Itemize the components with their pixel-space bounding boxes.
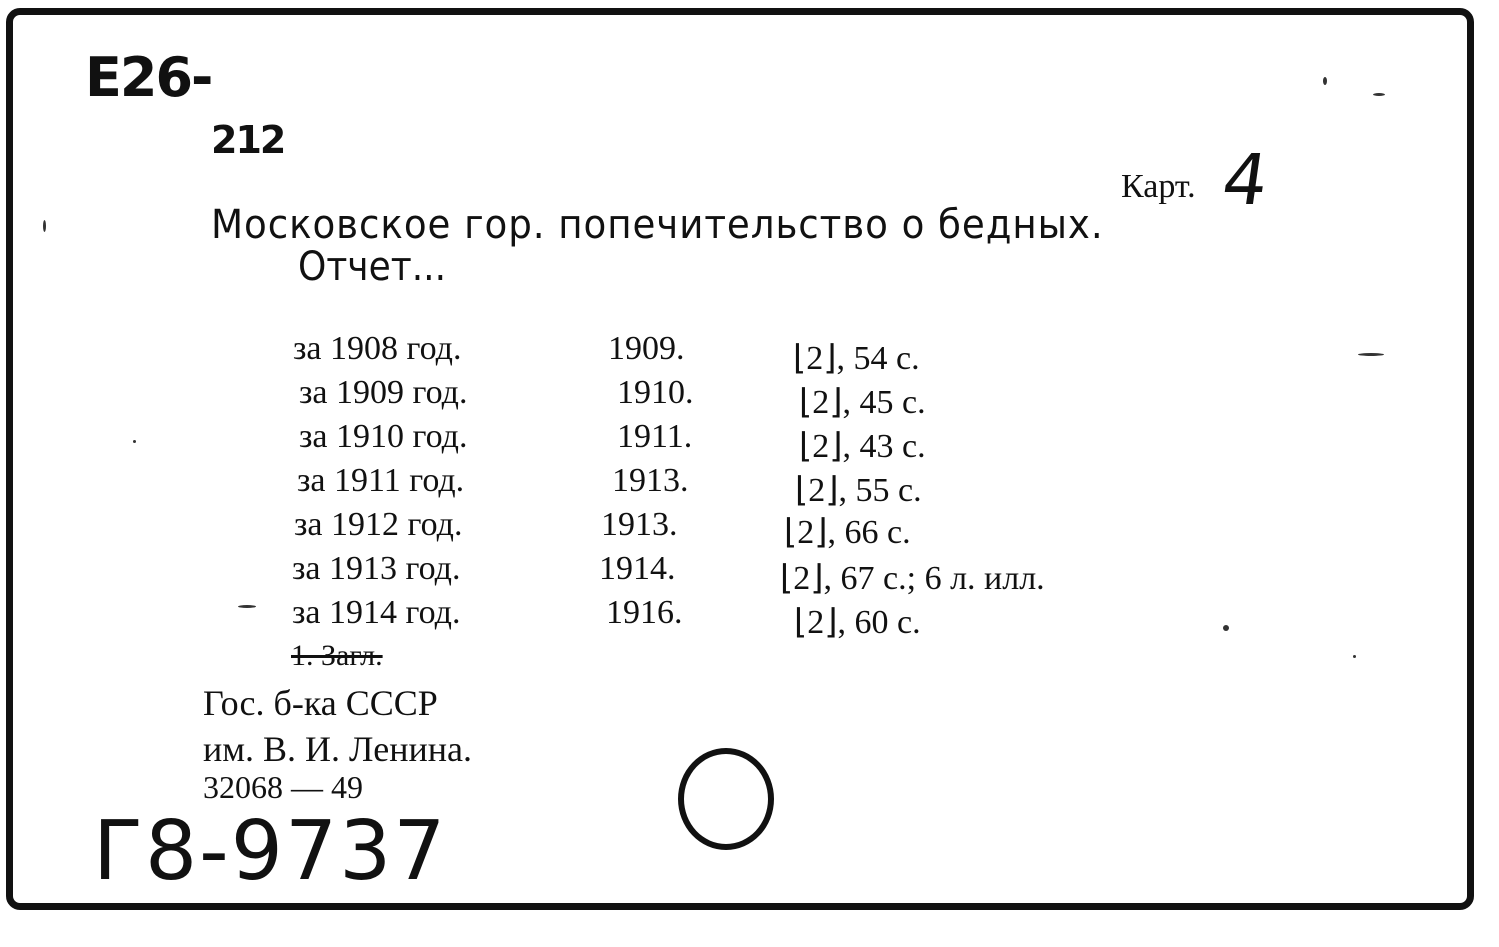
entry-year: 1910. [617, 374, 694, 411]
entry-year: 1913. [601, 506, 678, 543]
entry-pages: ⌊2⌋, 54 с. [793, 340, 920, 377]
scan-speck [1373, 93, 1385, 96]
entry-label: за 1908 год. [293, 330, 462, 367]
title: Отчет... [298, 244, 447, 290]
stamp-circle [678, 748, 774, 850]
catalog-card [6, 8, 1474, 910]
entry-pages: ⌊2⌋, 60 с. [794, 604, 921, 641]
scan-speck [1223, 625, 1229, 631]
shelfmark-top: E26- [85, 46, 212, 109]
shelfmark-bottom: 212 [211, 118, 285, 162]
entry-label: за 1912 год. [294, 506, 463, 543]
library-line-3: 32068 — 49 [203, 769, 363, 805]
entry-year: 1916. [606, 594, 683, 631]
author-heading: Московское гор. попечительство о бедных. [211, 202, 1104, 248]
scan-speck [1358, 353, 1384, 356]
entry-label: за 1909 год. [299, 374, 468, 411]
card-label: Карт. [1121, 168, 1196, 205]
entry-pages: ⌊2⌋, 67 с.; 6 л. илл. [780, 560, 1045, 597]
scan-speck [1323, 77, 1327, 85]
entry-pages: ⌊2⌋, 55 с. [795, 472, 922, 509]
entry-label: за 1910 год. [299, 418, 468, 455]
entry-year: 1909. [608, 330, 685, 367]
entry-pages: ⌊2⌋, 66 с. [784, 514, 911, 551]
entry-year: 1911. [617, 418, 693, 455]
scan-speck [43, 220, 46, 232]
scan-speck [238, 605, 256, 608]
struck-note: 1. Загл. [291, 639, 383, 672]
scan-speck [1353, 655, 1356, 658]
entry-pages: ⌊2⌋, 45 с. [799, 384, 926, 421]
card-number: 4 [1217, 139, 1274, 221]
entry-label: за 1911 год. [297, 462, 465, 499]
entry-label: за 1914 год. [292, 594, 461, 631]
entry-pages: ⌊2⌋, 43 с. [799, 428, 926, 465]
entry-year: 1913. [612, 462, 689, 499]
inventory-number: Г8-9737 [93, 804, 448, 899]
entry-label: за 1913 год. [292, 550, 461, 587]
library-line-1: Гос. б-ка СССР [203, 683, 438, 723]
scan-speck [133, 440, 136, 443]
library-line-2: им. В. И. Ленина. [203, 729, 472, 769]
entry-year: 1914. [599, 550, 676, 587]
